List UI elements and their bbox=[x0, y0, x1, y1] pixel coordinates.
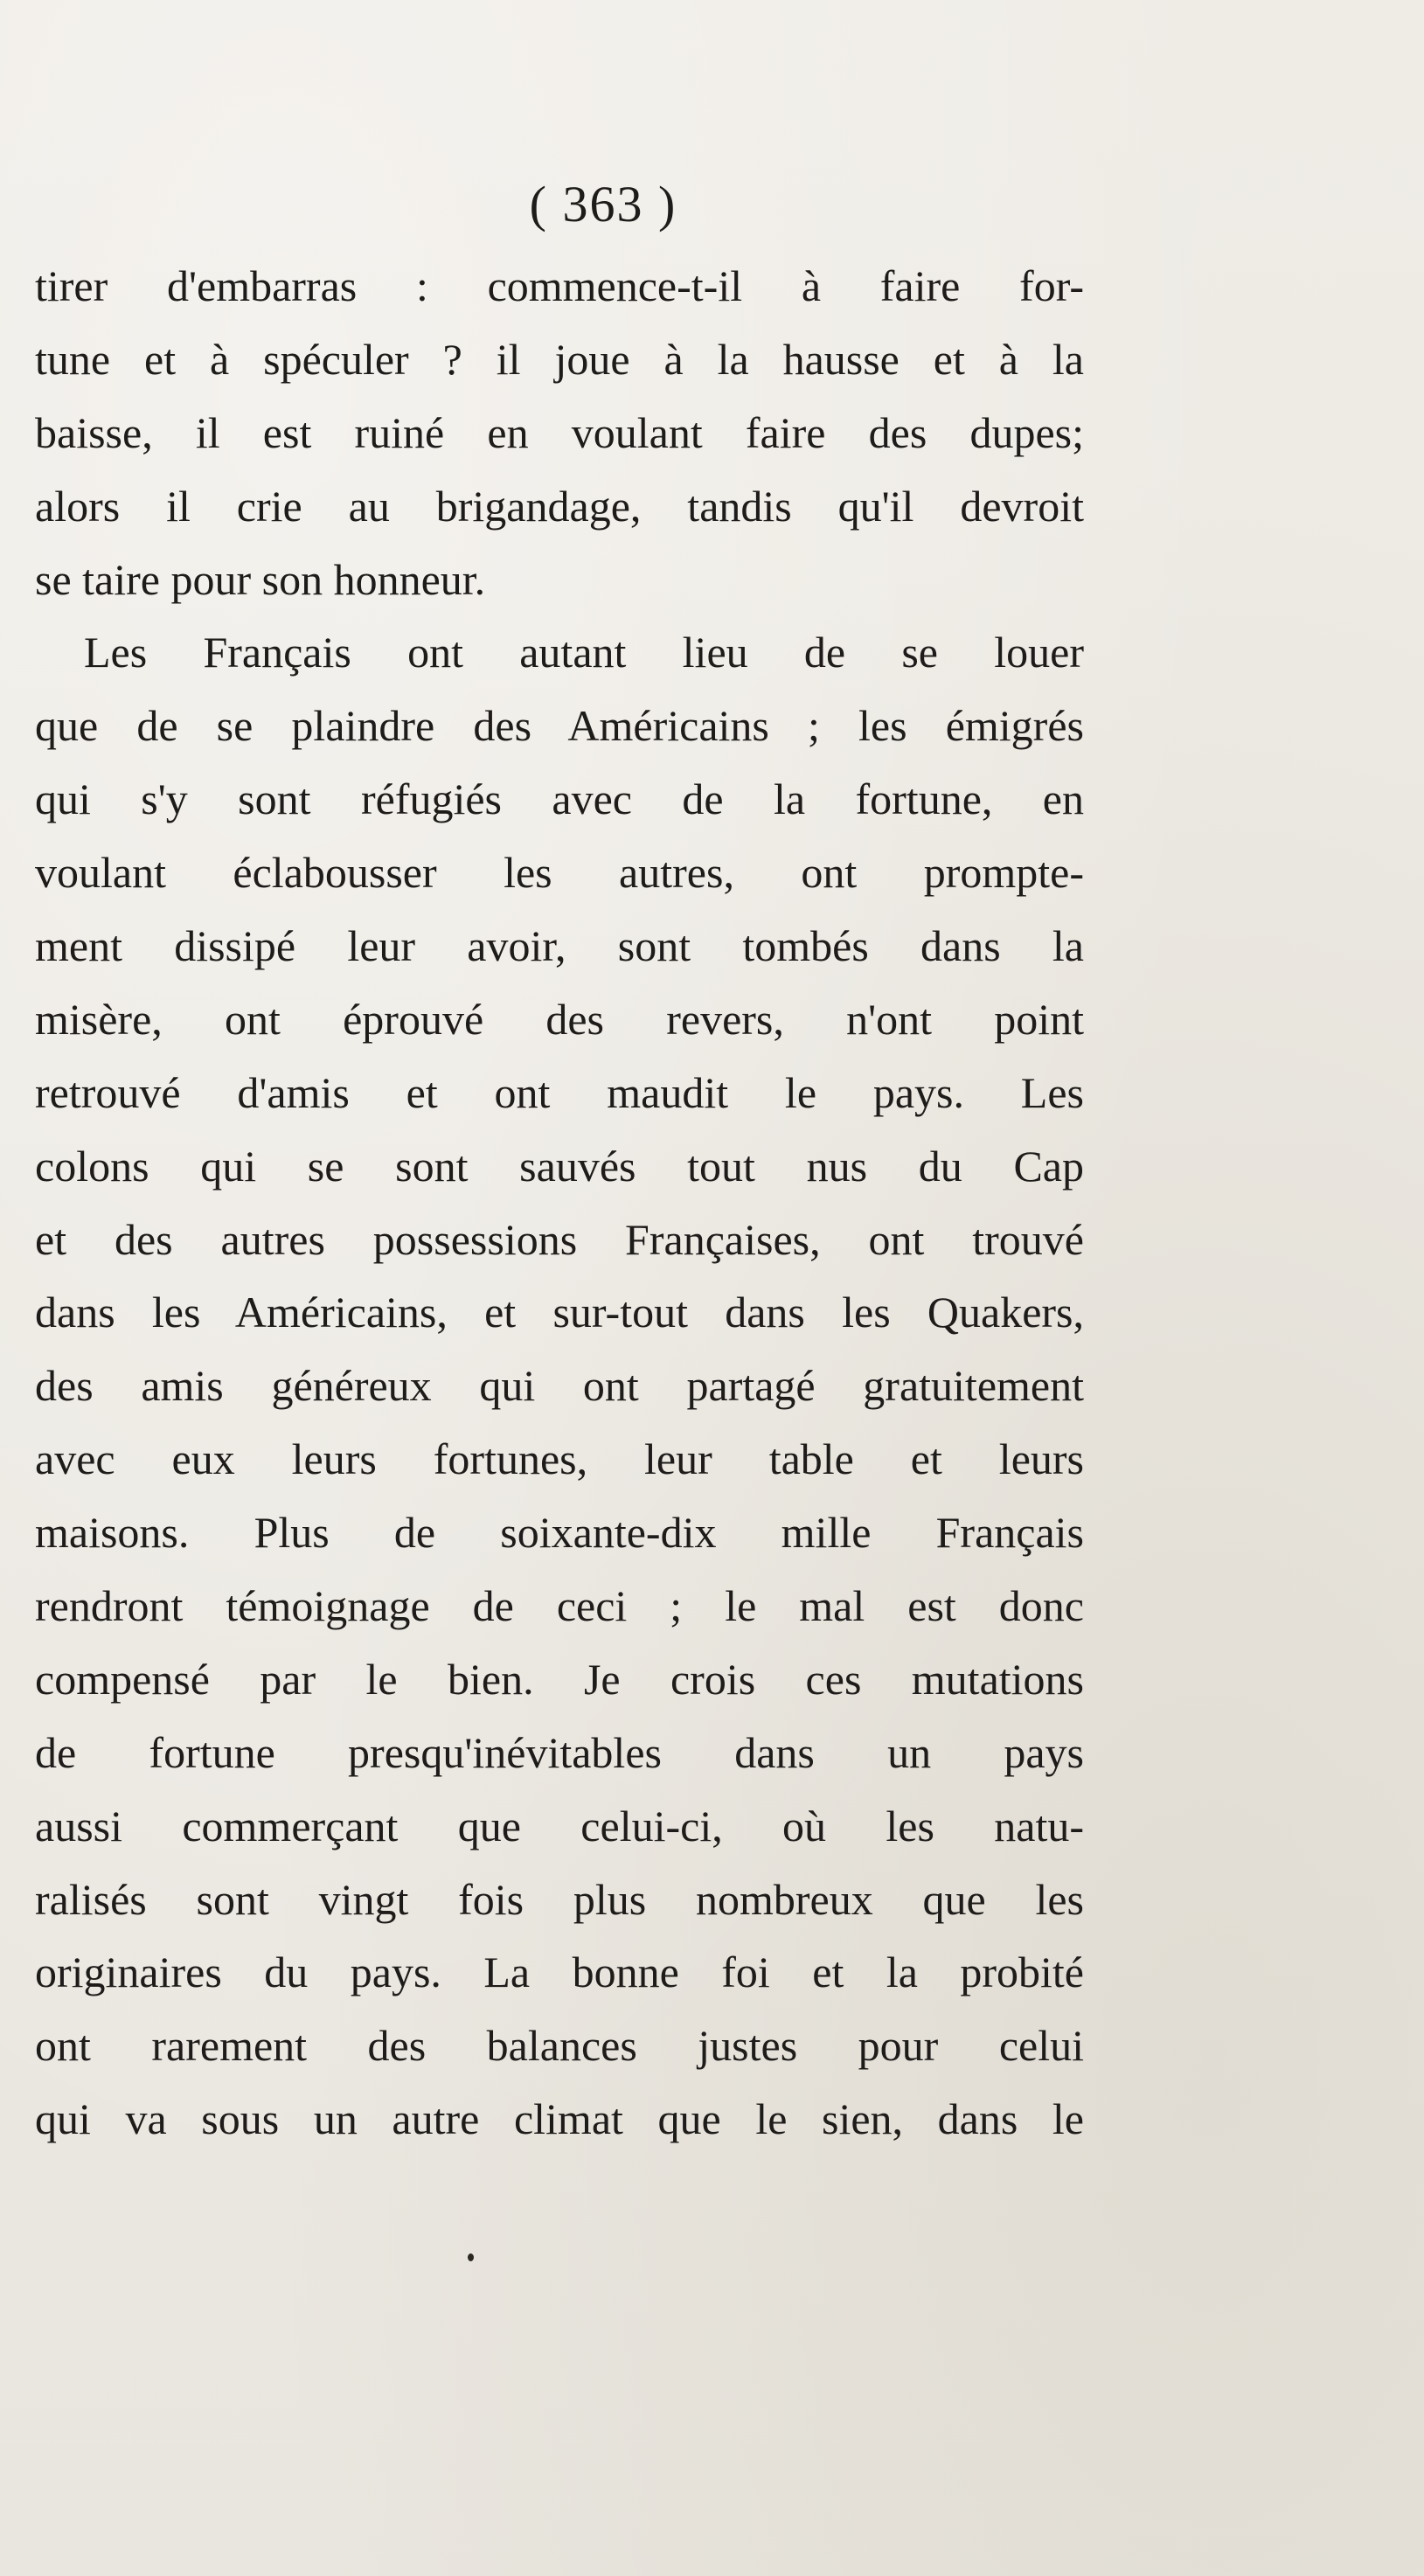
text-line: qui va sous un autre climat que le sien, dans le bbox=[35, 2094, 1084, 2144]
page-number: ( 363 ) bbox=[529, 176, 677, 233]
text-line: et des autres possessions Françaises, ont trouvé bbox=[35, 1214, 1084, 1264]
page-text bbox=[35, 250, 1084, 2156]
text-line: de fortune presqu'inévitables dans un pays bbox=[35, 1727, 1084, 1777]
text-line: baisse, il est ruiné en voulant faire des dupes; bbox=[35, 407, 1084, 457]
text-line: que de se plaindre des Américains ; les émigrés bbox=[35, 701, 1084, 751]
text-line: voulant éclabousser les autres, ont prompte- bbox=[35, 848, 1084, 898]
text-line: alors il crie au brigandage, tandis qu'il devroit bbox=[35, 481, 1084, 531]
paragraph-2 bbox=[35, 616, 1084, 2156]
paragraph-1 bbox=[35, 250, 1084, 616]
text-line: retrouvé d'amis et ont maudit le pays. Les bbox=[35, 1067, 1084, 1117]
text-line: se taire pour son honneur. bbox=[35, 554, 486, 604]
text-line: avec eux leurs fortunes, leur table et leurs bbox=[35, 1434, 1084, 1484]
text-line: compensé par le bien. Je crois ces mutations bbox=[35, 1654, 1084, 1704]
text-line: tirer d'embarras : commence-t-il à faire for- bbox=[35, 261, 1084, 310]
text-line: Les Français ont autant lieu de se louer bbox=[84, 628, 1084, 677]
text-line: qui s'y sont réfugiés avec de la fortune, en bbox=[35, 774, 1084, 824]
text-line: rendront témoignage de ceci ; le mal est donc bbox=[35, 1581, 1084, 1631]
text-line: tune et à spéculer ? il joue à la hausse et à la bbox=[35, 334, 1084, 384]
text-line: maisons. Plus de soixante-dix mille Français bbox=[35, 1508, 1084, 1558]
text-line: ment dissipé leur avoir, sont tombés dans la bbox=[35, 921, 1084, 971]
text-line: misère, ont éprouvé des revers, n'ont point bbox=[35, 994, 1084, 1044]
ink-speck bbox=[468, 2253, 474, 2261]
text-line: colons qui se sont sauvés tout nus du Cap bbox=[35, 1141, 1084, 1191]
text-line: ont rarement des balances justes pour celui bbox=[35, 2021, 1084, 2071]
text-line: ralisés sont vingt fois plus nombreux que les bbox=[35, 1874, 1084, 1924]
text-line: originaires du pays. La bonne foi et la probité bbox=[35, 1948, 1084, 1997]
text-line: aussi commerçant que celui-ci, où les natu- bbox=[35, 1801, 1084, 1850]
text-line: des amis généreux qui ont partagé gratuitement bbox=[35, 1361, 1084, 1411]
text-line: dans les Américains, et sur-tout dans les Quakers, bbox=[35, 1288, 1084, 1337]
